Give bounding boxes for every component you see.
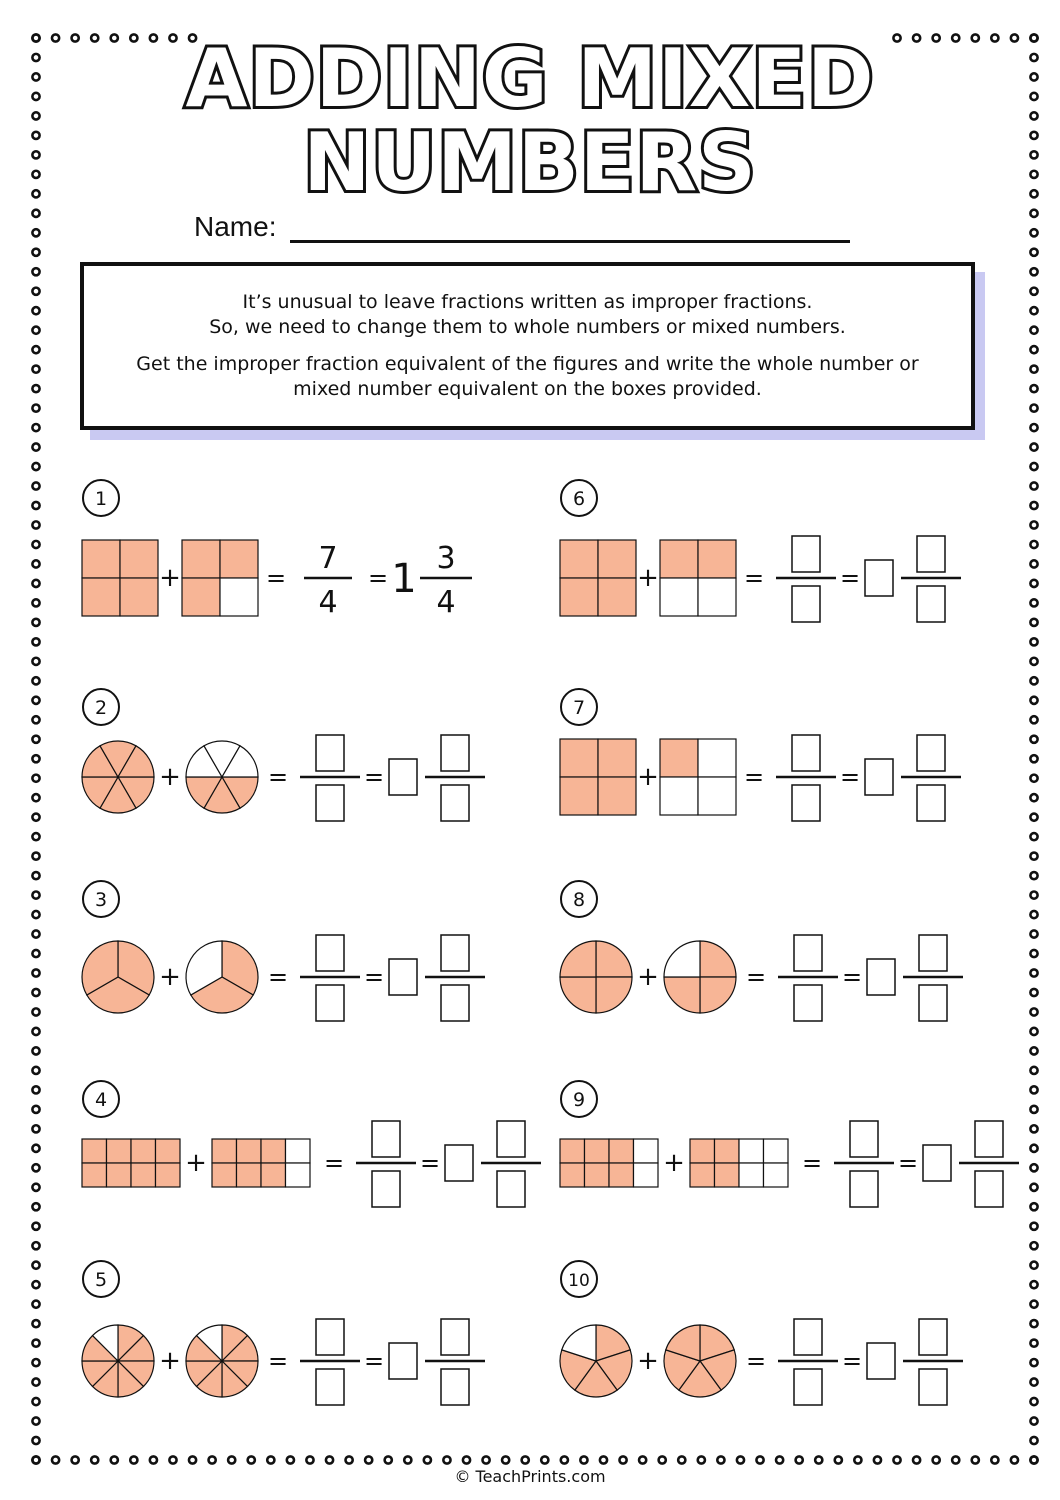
fraction-bar-cell (764, 1163, 789, 1187)
fraction-circle-slice (560, 941, 596, 977)
instructions-line1: It’s unusual to leave fractions written as improper fractions. (242, 291, 813, 313)
improper-denominator-box[interactable] (850, 1171, 878, 1207)
fraction-square-cell (560, 777, 598, 815)
fraction-bar-cell (156, 1163, 181, 1187)
worksheet-title-line2: NUMBERS (303, 116, 757, 209)
mixed-denominator-box[interactable] (919, 1369, 947, 1405)
improper-numerator-box[interactable] (316, 735, 344, 771)
exercise-4 (82, 1081, 541, 1207)
exercise-number: 9 (572, 1089, 586, 1111)
equals-sign: = (267, 963, 289, 991)
whole-number-box[interactable] (389, 759, 417, 795)
fraction-circle-slice (700, 977, 736, 1013)
equals-sign: = (839, 763, 861, 791)
fraction-square-cell (560, 540, 598, 578)
fraction-bar-cell (560, 1163, 585, 1187)
fraction-bar-cell (107, 1163, 132, 1187)
mixed-denominator-box[interactable] (919, 985, 947, 1021)
whole-number-box[interactable] (867, 1343, 895, 1379)
plus-sign: + (159, 962, 181, 992)
mixed-denominator-box[interactable] (441, 985, 469, 1021)
fraction-circle-slice (664, 977, 700, 1013)
fraction-bar-cell (82, 1139, 107, 1163)
equals-sign: = (841, 1347, 863, 1375)
mixed-denominator-box[interactable] (441, 785, 469, 821)
fraction-square-cell (698, 739, 736, 777)
fraction-square-cell (660, 739, 698, 777)
answer-numerator: 7 (318, 541, 338, 576)
whole-number-box[interactable] (389, 959, 417, 995)
mixed-denominator-box[interactable] (917, 785, 945, 821)
plus-sign: + (637, 962, 659, 992)
fraction-square-cell (660, 777, 698, 815)
mixed-denominator-box[interactable] (441, 1369, 469, 1405)
exercise-9 (560, 1081, 1019, 1207)
mixed-denominator-box[interactable] (917, 586, 945, 622)
mixed-numerator-box[interactable] (917, 735, 945, 771)
mixed-denominator-box[interactable] (497, 1171, 525, 1207)
exercise-number: 5 (94, 1269, 108, 1291)
equals-sign: = (267, 1347, 289, 1375)
fraction-circle-slice (596, 977, 632, 1013)
fraction-bar-cell (585, 1163, 610, 1187)
improper-numerator-box[interactable] (794, 935, 822, 971)
fraction-circle-slice (664, 941, 700, 977)
plus-sign: + (185, 1148, 207, 1178)
exercise-number: 8 (572, 889, 586, 911)
fraction-square-cell (698, 578, 736, 616)
improper-denominator-box[interactable] (316, 985, 344, 1021)
exercise-number: 2 (94, 697, 108, 719)
mixed-numerator-box[interactable] (919, 1319, 947, 1355)
fraction-bar-cell (609, 1163, 634, 1187)
mixed-numerator-box[interactable] (441, 735, 469, 771)
equals-sign: = (419, 1149, 441, 1177)
answer-mixed-denominator: 4 (436, 585, 456, 620)
fraction-bar-cell (764, 1139, 789, 1163)
exercise-7 (560, 689, 961, 821)
plus-sign: + (159, 563, 181, 593)
fraction-square-cell (220, 578, 258, 616)
whole-number-box[interactable] (389, 1343, 417, 1379)
fraction-square-cell (598, 777, 636, 815)
name-label: Name: (194, 211, 277, 242)
improper-denominator-box[interactable] (794, 1369, 822, 1405)
improper-numerator-box[interactable] (792, 536, 820, 572)
fraction-circle-slice (560, 977, 596, 1013)
fraction-bar-cell (690, 1139, 715, 1163)
fraction-circle-slice (596, 941, 632, 977)
exercise-3 (82, 881, 485, 1021)
exercise-10 (560, 1261, 963, 1405)
improper-denominator-box[interactable] (792, 586, 820, 622)
plus-sign: + (637, 563, 659, 593)
plus-sign: + (663, 1148, 685, 1178)
fraction-bar-cell (286, 1163, 311, 1187)
fraction-bar-cell (212, 1139, 237, 1163)
fraction-bar-cell (131, 1139, 156, 1163)
equals-sign: = (743, 564, 765, 592)
exercise-number: 4 (94, 1089, 108, 1111)
equals-sign: = (367, 564, 389, 592)
fraction-bar-cell (82, 1163, 107, 1187)
mixed-denominator-box[interactable] (975, 1171, 1003, 1207)
fraction-bar-cell (609, 1139, 634, 1163)
improper-denominator-box[interactable] (316, 785, 344, 821)
fraction-square-cell (560, 578, 598, 616)
improper-denominator-box[interactable] (792, 785, 820, 821)
fraction-square-cell (182, 540, 220, 578)
equals-sign: = (801, 1149, 823, 1177)
exercise-number: 6 (572, 488, 586, 510)
whole-number-box[interactable] (865, 759, 893, 795)
fraction-bar-cell (237, 1139, 262, 1163)
improper-numerator-box[interactable] (794, 1319, 822, 1355)
fraction-square-cell (660, 540, 698, 578)
fraction-bar-cell (131, 1163, 156, 1187)
fraction-square-cell (120, 540, 158, 578)
worksheet-title-line1: ADDING MIXED (185, 32, 875, 125)
equals-sign: = (841, 963, 863, 991)
fraction-circle-slice (700, 941, 736, 977)
improper-numerator-box[interactable] (792, 735, 820, 771)
equals-sign: = (745, 1347, 767, 1375)
equals-sign: = (745, 963, 767, 991)
equals-sign: = (743, 763, 765, 791)
equals-sign: = (363, 763, 385, 791)
equals-sign: = (323, 1149, 345, 1177)
mixed-numerator-box[interactable] (919, 935, 947, 971)
mixed-numerator-box[interactable] (497, 1121, 525, 1157)
fraction-bar-cell (261, 1163, 286, 1187)
answer-mixed-numerator: 3 (436, 541, 456, 576)
plus-sign: + (159, 762, 181, 792)
fraction-square-cell (660, 578, 698, 616)
equals-sign: = (265, 564, 287, 592)
fraction-square-cell (698, 777, 736, 815)
mixed-numerator-box[interactable] (917, 536, 945, 572)
equals-sign: = (897, 1149, 919, 1177)
whole-number-box[interactable] (867, 959, 895, 995)
instructions-line4: mixed number equivalent on the boxes provided. (293, 378, 762, 400)
improper-numerator-box[interactable] (372, 1121, 400, 1157)
fraction-bar-cell (107, 1139, 132, 1163)
fraction-bar-cell (739, 1139, 764, 1163)
equals-sign: = (267, 763, 289, 791)
exercise-6 (560, 480, 961, 622)
plus-sign: + (637, 762, 659, 792)
improper-numerator-box[interactable] (850, 1121, 878, 1157)
copyright-footer: © TeachPrints.com (454, 1467, 606, 1486)
exercise-1 (82, 480, 472, 620)
answer-denominator: 4 (318, 585, 338, 620)
fraction-square-cell (598, 578, 636, 616)
mixed-numerator-box[interactable] (975, 1121, 1003, 1157)
instructions-line2: So, we need to change them to whole numbers or mixed numbers. (209, 316, 846, 338)
fraction-bar-cell (634, 1139, 659, 1163)
fraction-bar-cell (585, 1139, 610, 1163)
mixed-numerator-box[interactable] (441, 1319, 469, 1355)
exercise-8 (560, 881, 963, 1021)
improper-denominator-box[interactable] (316, 1369, 344, 1405)
fraction-bar-cell (715, 1163, 740, 1187)
fraction-square-cell (120, 578, 158, 616)
improper-numerator-box[interactable] (316, 1319, 344, 1355)
improper-numerator-box[interactable] (316, 935, 344, 971)
equals-sign: = (839, 564, 861, 592)
fraction-bar-cell (156, 1139, 181, 1163)
fraction-bar-cell (634, 1163, 659, 1187)
exercise-number: 10 (568, 1271, 590, 1291)
fraction-bar-cell (715, 1139, 740, 1163)
fraction-square-cell (598, 540, 636, 578)
fraction-square-cell (82, 578, 120, 616)
fraction-bar-cell (237, 1163, 262, 1187)
fraction-square-cell (82, 540, 120, 578)
answer-whole-number: 1 (391, 556, 417, 602)
exercise-number: 7 (572, 697, 586, 719)
whole-number-box[interactable] (865, 560, 893, 596)
exercise-2 (82, 689, 485, 821)
plus-sign: + (159, 1346, 181, 1376)
fraction-square-cell (560, 739, 598, 777)
plus-sign: + (637, 1346, 659, 1376)
mixed-numerator-box[interactable] (441, 935, 469, 971)
fraction-bar-cell (212, 1163, 237, 1187)
exercise-5 (82, 1261, 485, 1405)
fraction-bar-cell (739, 1163, 764, 1187)
exercise-number: 3 (94, 889, 108, 911)
improper-denominator-box[interactable] (372, 1171, 400, 1207)
fraction-square-cell (220, 540, 258, 578)
exercise-number: 1 (94, 488, 108, 510)
whole-number-box[interactable] (923, 1145, 951, 1181)
fraction-square-cell (598, 739, 636, 777)
instructions-line3: Get the improper fraction equivalent of the figures and write the whole number or (136, 353, 919, 375)
improper-denominator-box[interactable] (794, 985, 822, 1021)
fraction-bar-cell (690, 1163, 715, 1187)
equals-sign: = (363, 1347, 385, 1375)
fraction-bar-cell (286, 1139, 311, 1163)
fraction-bar-cell (261, 1139, 286, 1163)
fraction-bar-cell (560, 1139, 585, 1163)
fraction-square-cell (698, 540, 736, 578)
fraction-square-cell (182, 578, 220, 616)
whole-number-box[interactable] (445, 1145, 473, 1181)
equals-sign: = (363, 963, 385, 991)
